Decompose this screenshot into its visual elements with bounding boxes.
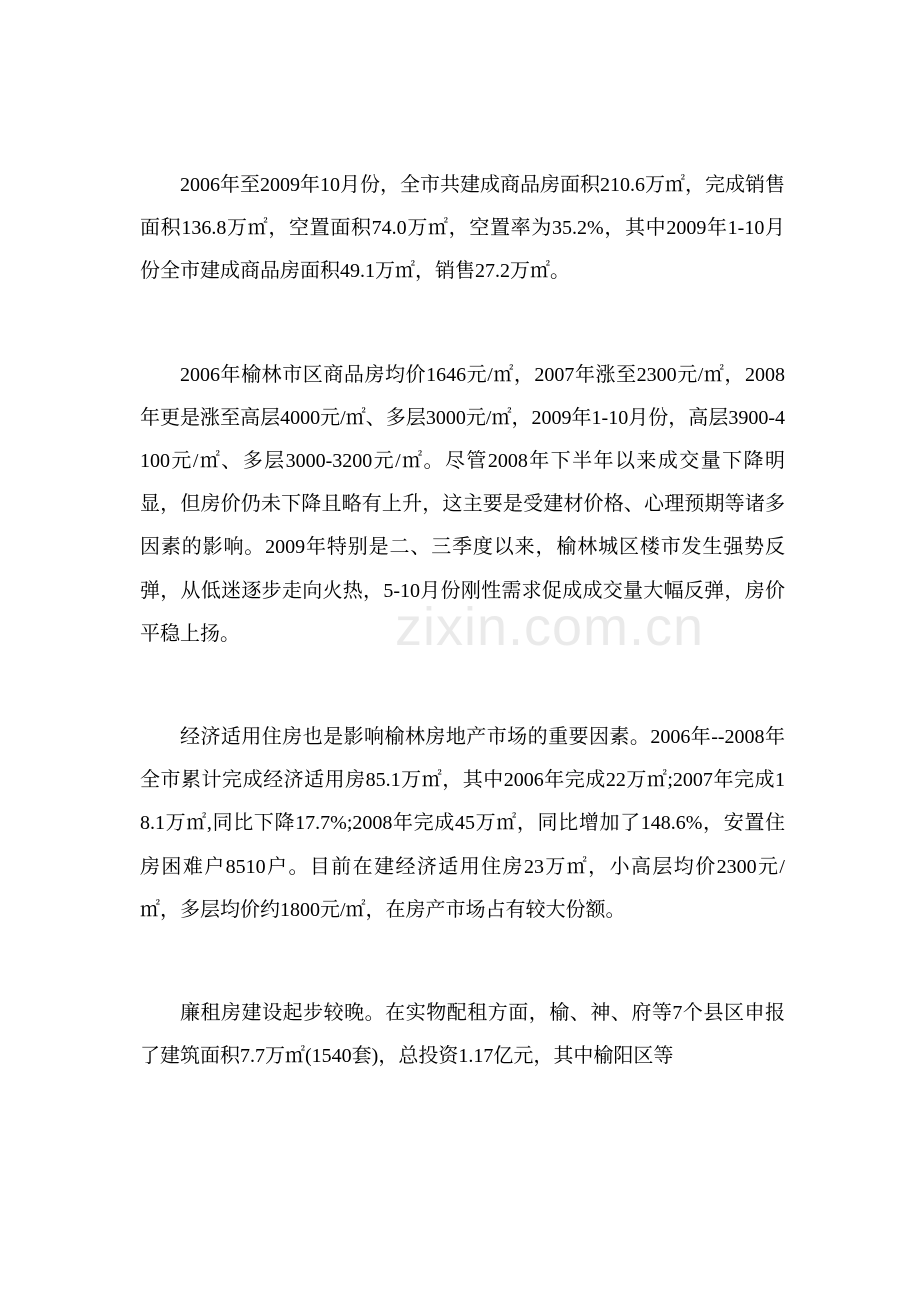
paragraph-3: 经济适用住房也是影响榆林房地产市场的重要因素。2006年--2008年全市累计完成经济适用房85.1万㎡，其中2006年完成22万㎡;2007年完成18.1万㎡,同比下降17.7%;2008年完成45万㎡，同比增加了148.6%，安置住房困难户8510户。目前在建经济适用住房23万㎡，小高层均价2300元/㎡，多层均价约1800元/㎡，在房产市场占有较大份额。 <box>140 726 785 921</box>
paragraph-4: 廉租房建设起步较晚。在实物配租方面，榆、神、府等7个县区申报了建筑面积7.7万㎡(1540套)，总投资1.17亿元，其中榆阳区等 <box>140 1002 785 1068</box>
paragraph-2: 2006年榆林市区商品房均价1646元/㎡，2007年涨至2300元/㎡，2008年更是涨至高层4000元/㎡、多层3000元/㎡，2009年1-10月份，高层3900-4100元/㎡、多层3000-3200元/㎡。尽管2008年下半年以来成交量下降明显，但房价仍未下降且略有上升，这主要是受建材价格、心理预期等诸多因素的影响。2009年特别是二、三季度以来，榆林城区楼市发生强势反弹，从低迷逐步走向火热，5-10月份刚性需求促成成交量大幅反弹，房价平稳上扬。 <box>140 363 785 645</box>
document-page <box>140 164 785 1138</box>
paragraph-1: 2006年至2009年10月份，全市共建成商品房面积210.6万㎡，完成销售面积136.8万㎡，空置面积74.0万㎡，空置率为35.2%，其中2009年1-10月份全市建成商品房面积49.1万㎡，销售27.2万㎡。 <box>140 174 785 283</box>
watermark: zixin.com.cn <box>395 597 705 657</box>
